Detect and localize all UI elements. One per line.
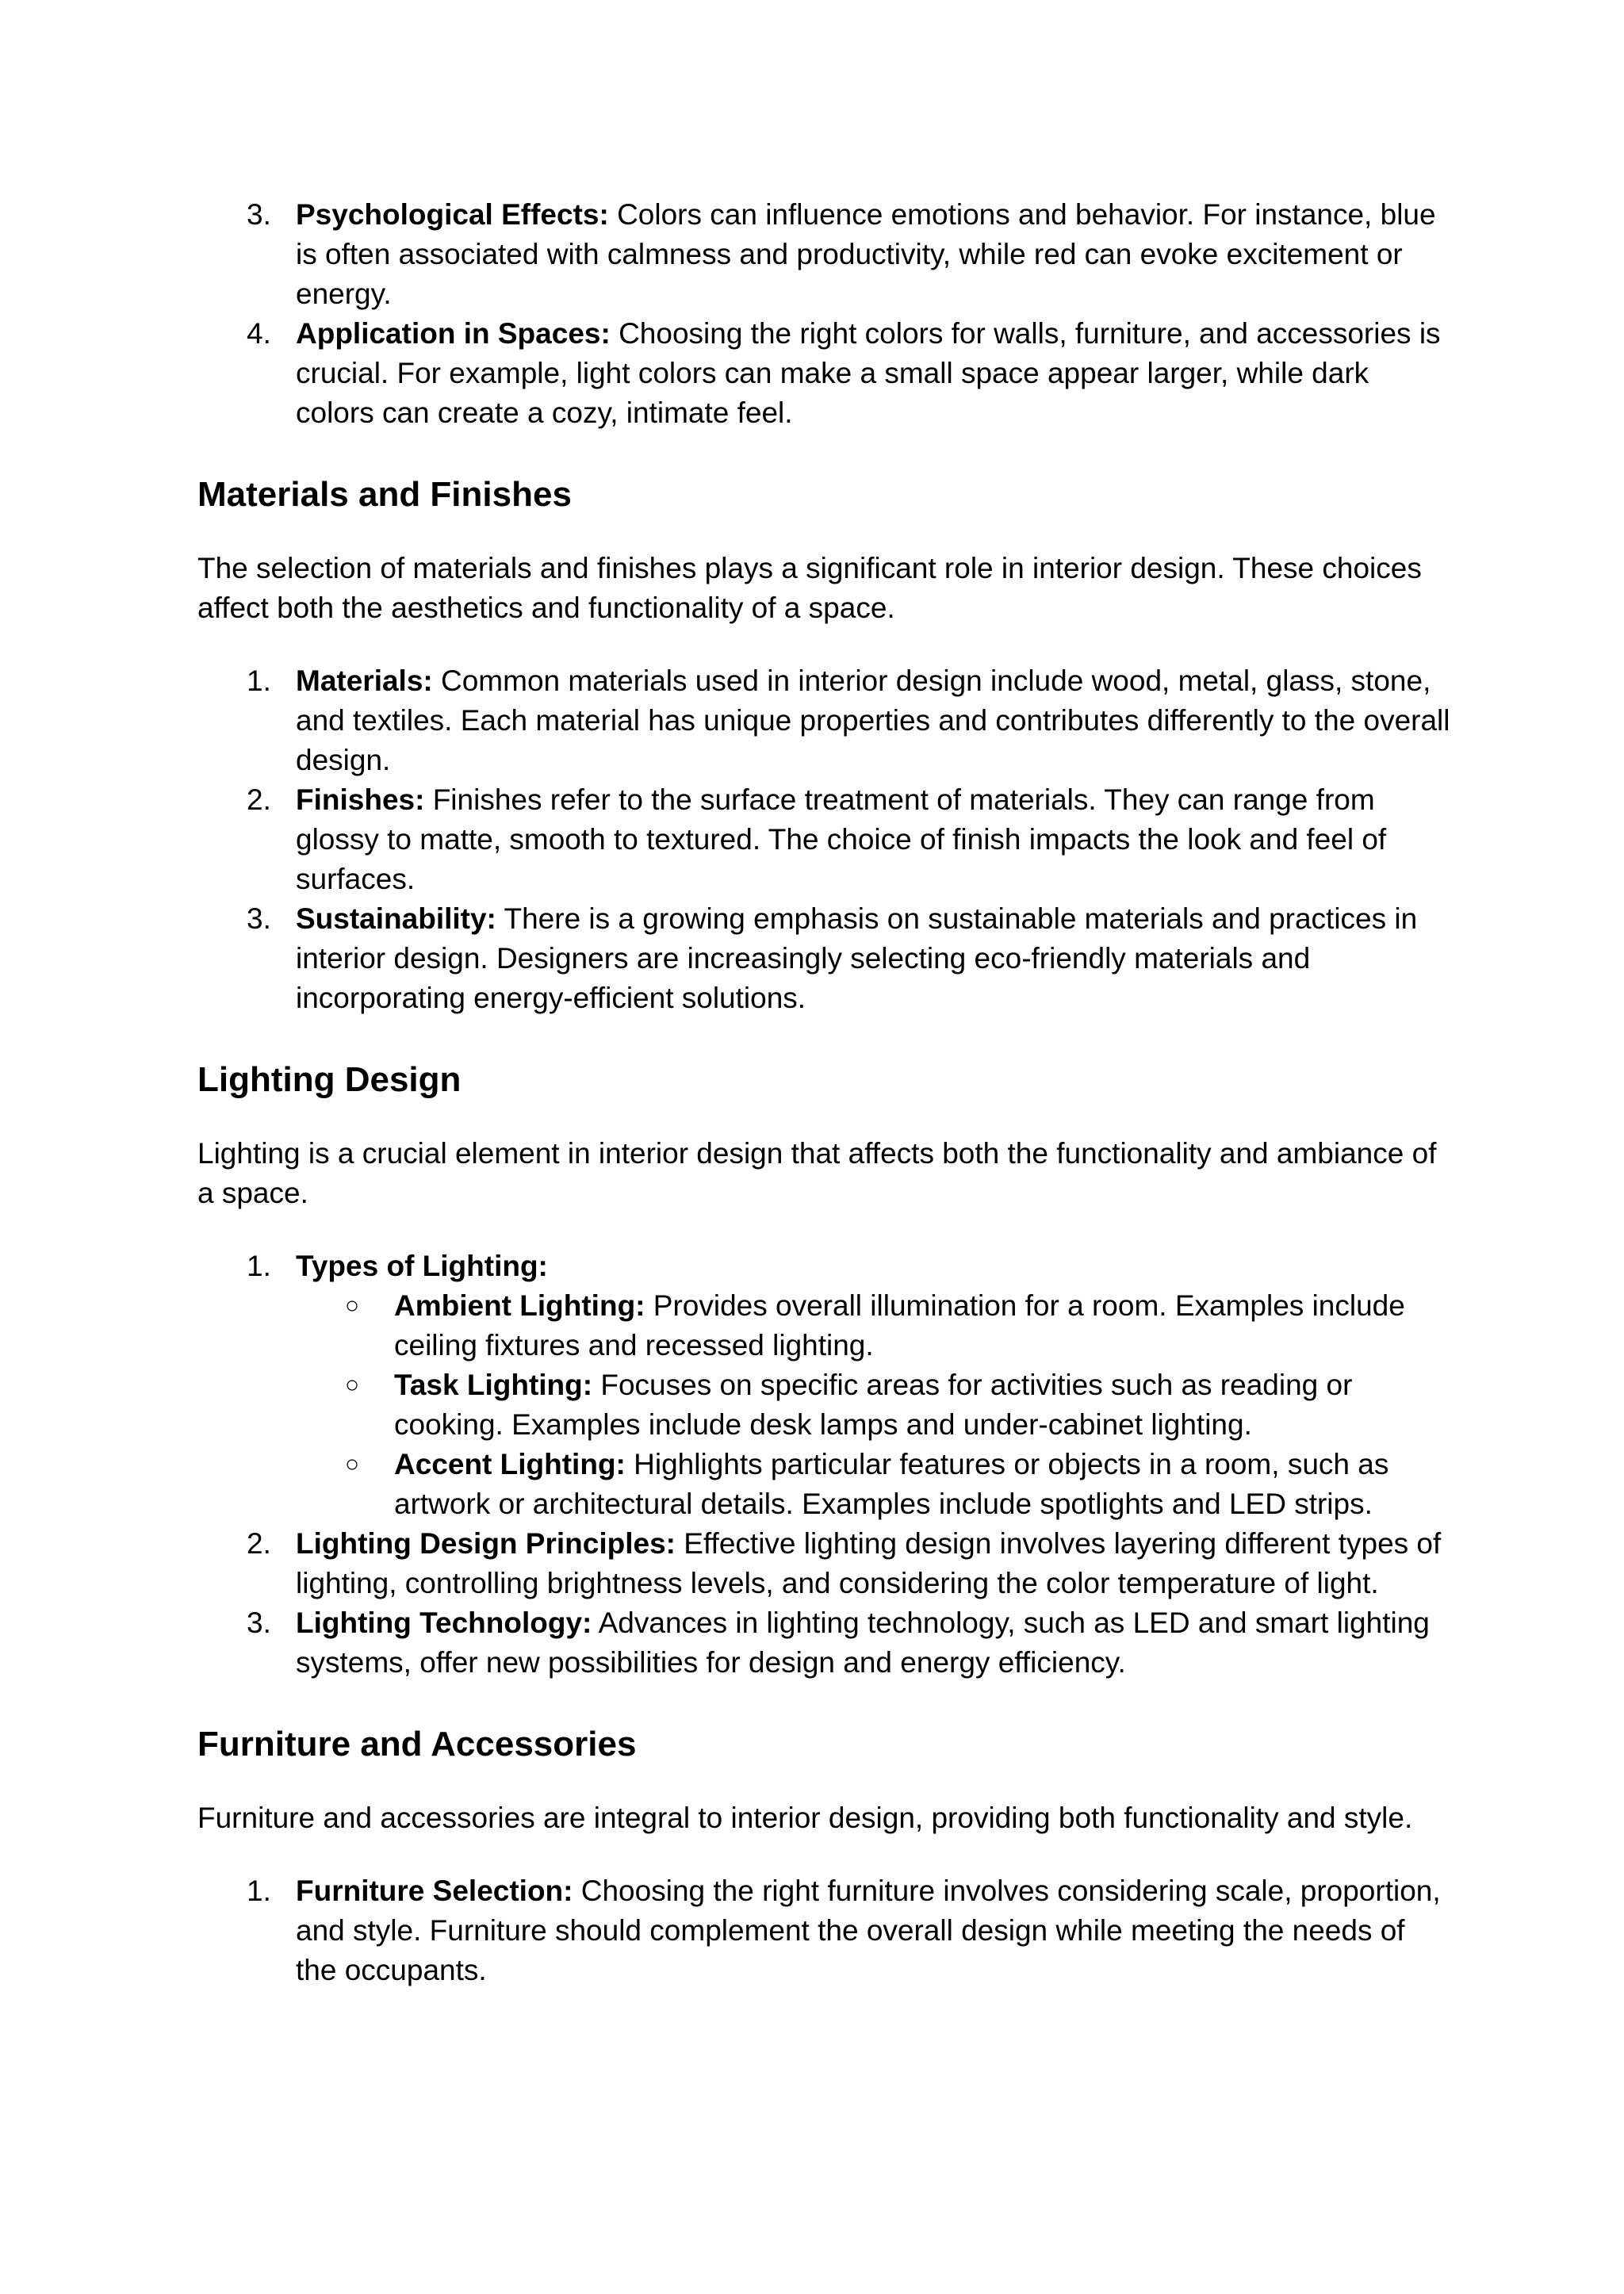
materials-list [197,661,1450,1018]
sublist-item-term: Ambient Lighting: [394,1289,645,1322]
furniture-heading: Furniture and Accessories [197,1725,637,1764]
list-item-term: Application in Spaces: [296,317,611,350]
list-number: 2. [247,783,271,816]
list-item-term: Types of Lighting: [296,1250,548,1282]
furniture-list [197,1871,1450,1990]
lighting-intro: Lighting is a crucial element in interior design that affects both the functionality and ambiance of a space. [197,1137,1437,1209]
sublist-item-text: Focuses on specific areas for activities such as reading or cooking. Examples include desk lamps and under-cabinet lighting. [394,1369,1353,1441]
materials-intro: The selection of materials and finishes plays a significant role in interior design. These choices affect both the aesthetics and functionality of a space. [197,552,1422,624]
sublist-item [296,1445,1450,1524]
color-theory-list [197,195,1450,433]
list-number: 3. [247,198,271,231]
list-item-text: Common materials used in interior design include wood, metal, glass, stone, and textiles. Each material has unique properties and contributes differently to the overall design. [296,664,1450,776]
list-number: 1. [247,1250,271,1282]
list-item-term: Sustainability: [296,902,496,935]
list-number: 2. [247,1527,271,1560]
list-item-text: Colors can influence emotions and behavior. For instance, blue is often associated with calmness and productivity, while red can evoke excitement or energy. [296,198,1436,310]
list-item [197,780,1450,899]
lighting-list [197,1247,1450,1683]
list-item-text: Choosing the right furniture involves considering scale, proportion, and style. Furniture should complement the overall design while meeting the needs of the occupants. [296,1875,1441,1986]
list-item-term: Materials: [296,664,433,697]
furniture-intro: Furniture and accessories are integral to interior design, providing both functionality and style. [197,1802,1413,1834]
hollow-bullet-icon: ○ [345,1451,360,1477]
sublist-item-term: Task Lighting: [394,1369,593,1401]
list-number: 3. [247,1607,271,1639]
list-item-text: Effective lighting design involves layering different types of lighting, controlling brightness levels, and considering the color temperature of light. [296,1527,1442,1599]
list-item [197,661,1450,780]
list-item [197,1871,1450,1990]
list-item-term: Psychological Effects: [296,198,609,231]
lighting-heading: Lighting Design [197,1060,462,1099]
materials-heading: Materials and Finishes [197,475,572,514]
list-item-term: Lighting Design Principles: [296,1527,676,1560]
list-item [197,1247,1450,1524]
list-number: 3. [247,902,271,935]
sublist-item [296,1365,1450,1445]
sublist-item-text: Provides overall illumination for a room. Examples include ceiling fixtures and recessed lighting. [394,1289,1405,1361]
lighting-types-sublist [296,1286,1450,1524]
sublist-item-term: Accent Lighting: [394,1448,626,1480]
list-item [197,1524,1450,1603]
list-item [197,1603,1450,1683]
list-number: 1. [247,1875,271,1907]
sublist-item [296,1286,1450,1365]
list-item-text: Advances in lighting technology, such as LED and smart lighting systems, offer new possibilities for design and energy efficiency. [296,1607,1430,1679]
list-number: 4. [247,317,271,350]
list-item-text: Finishes refer to the surface treatment of materials. They can range from glossy to matte, smooth to textured. The choice of finish impacts the look and feel of surfaces. [296,783,1387,895]
list-item [197,314,1450,433]
list-item-term: Furniture Selection: [296,1875,573,1907]
hollow-bullet-icon: ○ [345,1372,360,1398]
list-number: 1. [247,664,271,697]
document-content [197,195,1450,1990]
list-item-term: Lighting Technology: [296,1607,592,1639]
list-item [197,195,1450,314]
list-item-term: Finishes: [296,783,425,816]
list-item [197,899,1450,1018]
list-item-text: There is a growing emphasis on sustainable materials and practices in interior design. Designers are increasingly selecting eco-friendly materials and incorporating energy-efficient solutions. [296,902,1418,1014]
sublist-item-text: Highlights particular features or objects in a room, such as artwork or architectural details. Examples include spotlights and LED strips. [394,1448,1389,1520]
list-item-text: Choosing the right colors for walls, furniture, and accessories is crucial. For example, light colors can make a small space appear larger, while dark colors can create a cozy, intimate feel. [296,317,1441,429]
hollow-bullet-icon: ○ [345,1293,360,1319]
